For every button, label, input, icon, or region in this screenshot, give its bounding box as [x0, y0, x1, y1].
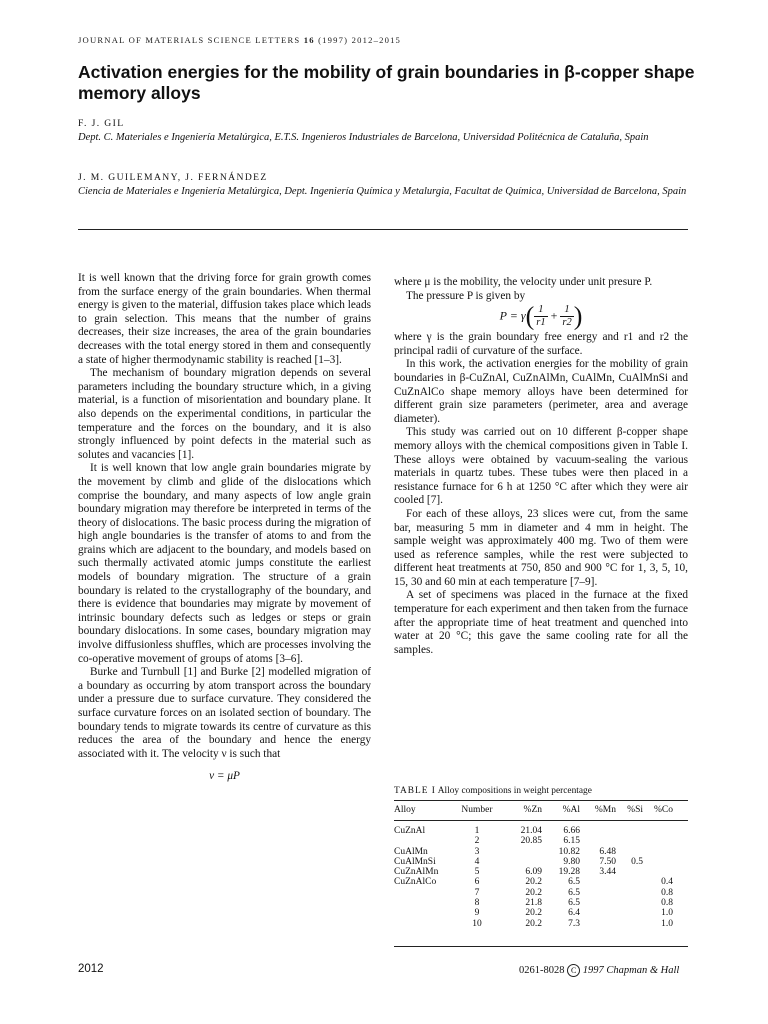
- table-cell: 9.80: [563, 856, 580, 867]
- table-row: [394, 908, 673, 918]
- table-cell: [616, 867, 643, 877]
- table-cell: 3.44: [599, 867, 616, 878]
- table-row: [394, 836, 673, 846]
- table-cell: [580, 836, 616, 846]
- table-cell: [643, 836, 673, 846]
- table-label: TABLE I: [394, 786, 436, 796]
- table-cell: 21.8: [525, 898, 542, 909]
- affiliation-2: Ciencia de Materiales e Ingeniería Metalúrgica, Dept. Ingeniería Química y Metalurgia, Facultat de Química, Universidad de Barcelona, Spain: [78, 186, 687, 197]
- table-bottom-rule: [394, 946, 688, 947]
- table-cell: 0.4: [661, 877, 673, 888]
- table-cell: 4: [474, 856, 480, 867]
- table-cell: 6.09: [525, 867, 542, 878]
- journal-year-pages: (1997) 2012–2015: [318, 35, 402, 45]
- table-cell: 21.04: [520, 826, 542, 836]
- table-cell: 6: [474, 877, 480, 888]
- table-cell: 20.2: [525, 877, 542, 888]
- affiliation-1: Dept. C. Materiales e Ingeniería Metalúrgica, E.T.S. Ingenieros Industriales de Barcelona, Universidad Politécnica de Cataluña, Spain: [78, 132, 649, 143]
- table-cell: [616, 898, 643, 908]
- table-cell: 6.4: [568, 908, 580, 919]
- table-cell: 1.0: [661, 918, 673, 929]
- table-cell: CuZnAl: [394, 826, 426, 836]
- table-cell: [643, 826, 673, 836]
- equation-pressure: [394, 301, 688, 331]
- table-cell: [394, 898, 452, 908]
- table-cell: [616, 888, 643, 898]
- left-column: [78, 272, 371, 784]
- table-row: [394, 867, 673, 877]
- fraction-numerator: 1: [560, 304, 573, 317]
- table-row: [394, 888, 673, 898]
- table-row: [394, 898, 673, 908]
- table-cell: 6.15: [563, 836, 580, 847]
- equation-velocity: ν = μP: [209, 770, 240, 783]
- table-cell: [616, 919, 643, 929]
- table-cell: [616, 877, 643, 887]
- table-cell: 3: [474, 846, 480, 857]
- table-cell: 10: [472, 918, 482, 929]
- table-cell: [616, 847, 643, 857]
- table-cell: [502, 857, 542, 867]
- paragraph: The pressure P is given by: [406, 289, 526, 302]
- table-cell: [394, 836, 452, 846]
- table-cell: [616, 826, 643, 836]
- table-header-cell: %Al: [562, 805, 580, 815]
- paragraph: For each of these alloys, 23 slices were cut, from the same bar, measuring 5 mm in diameter and 4 mm in height. The sample weight was approximately 400 mg. Two of them were used as reference samples, while the rest were subjected to different heat treatments at 750, 850 and 900 °C for 1, 3, 5, 10, 15, 30 and 60 min at each temperature [7–9].: [394, 507, 688, 588]
- paragraph: A set of specimens was placed in the furnace at the fixed temperature for each experiment and then taken from the furnace after the appropriate time of heat treatment and quenched into water at 20 °C; this gave the same cooling rate for all the samples.: [394, 589, 688, 656]
- table-cell: 6.5: [568, 877, 580, 888]
- table-cell: CuZnAlCo: [394, 877, 437, 888]
- table-header: [394, 805, 673, 815]
- table-header-cell: %Co: [654, 805, 673, 815]
- table-cell: 7: [474, 887, 480, 898]
- table-cell: 20.2: [525, 908, 542, 919]
- copyright-symbol: C: [567, 964, 580, 977]
- left-paren-icon: (: [525, 301, 535, 331]
- table-cell: [580, 888, 616, 898]
- journal-volume: 16: [303, 35, 315, 45]
- paragraph: It is well known that the driving force for grain growth comes from the surface energy of the grain boundaries. When thermal energy is given to the material, diffusion takes place which leads to grain selection. This means that the number of grains decreases, their size increases, the area of the grain boundaries decreases with the total energy stored in them and consequently a state of higher thermodynamic stability is reached [1–3].: [78, 272, 371, 366]
- article-title: Activation energies for the mobility of grain boundaries in β-copper shape memory alloys: [78, 62, 695, 103]
- table-cell: 19.28: [558, 867, 580, 878]
- table-cell: [580, 919, 616, 929]
- table-row: [394, 847, 673, 857]
- copyright-text: 1997 Chapman & Hall: [582, 965, 680, 976]
- paragraph: The mechanism of boundary migration depends on several parameters including the boundary structure which, in a giving material, is a function of misorientation and boundary plane. It also depends on the experimental conditions, in particular the temperature and the forces on the boundary, and it is also strongly influenced by point defects in the material such as solutes and vacancies [1].: [78, 367, 371, 461]
- table-cell: 20.2: [525, 887, 542, 898]
- table-cell: CuZnAlMn: [394, 867, 439, 878]
- table-cell: [580, 898, 616, 908]
- table-header-cell: %Si: [627, 805, 643, 815]
- table-cell: 9: [474, 908, 480, 919]
- fraction-numerator: 1: [534, 304, 547, 317]
- table-cell: CuAlMn: [394, 846, 428, 857]
- table-cell: [394, 908, 452, 918]
- header-rule: [78, 229, 688, 230]
- table-cell: 7.3: [568, 918, 580, 929]
- table-body-wrap: [394, 826, 673, 929]
- footer-copyright: [519, 964, 679, 977]
- journal-name: JOURNAL OF MATERIALS SCIENCE LETTERS: [78, 35, 301, 45]
- table-cell: [394, 888, 452, 898]
- table-header-cell: Number: [461, 805, 493, 815]
- table-cell: 6.5: [568, 887, 580, 898]
- journal-header: [78, 35, 401, 45]
- paragraph: It is well known that low angle grain boundaries migrate by the movement by climb and glide of the dislocations which comprise the boundary, and many aspects of low angle grain boundary migration may therefore be interpreted in terms of the theory of dislocations. The basic process during the migration of high angle boundaries is the transfer of atoms to and from the grains which are adjacent to the boundary, and models based on such thermally activated atomic jumps constitute the earliest models of boundary migration. The structure of a grain boundary is related to the crystallography of the boundary, and there is evidence that boundaries may migrate by movement of intrinsic boundary defects such as ledges or steps or grain boundary dislocations. In some cases, boundary migration may involve diffusionless shuffles, which are processes involving the co-operative movement of groups of atoms [3–6].: [78, 462, 371, 665]
- table-cell: 6.48: [599, 846, 616, 857]
- paragraph: In this work, the activation energies for the mobility of grain boundaries in β-CuZnAl, CuZnAlMn, CuAlMn, CuAlMnSi and CuZnAlCo shape memory alloys have been determined for different grain size parameters (perimeter, area and average diameter).: [394, 358, 688, 425]
- author-names-1: F. J. GIL: [78, 118, 125, 129]
- paragraph: where μ is the mobility, the velocity under unit presure P.: [394, 276, 653, 288]
- table-cell: 6.66: [563, 826, 580, 836]
- eq-lhs: P = γ: [499, 308, 526, 323]
- table-caption-text: Alloy compositions in weight percentage: [437, 786, 592, 796]
- table-header-wrap: [394, 805, 673, 815]
- plus-sign: +: [550, 308, 558, 323]
- paragraph: where γ is the grain boundary free energy and r1 and r2 the principal radii of curvature of the surface.: [394, 331, 688, 357]
- table-cell: [580, 908, 616, 918]
- table-header-cell: %Zn: [523, 805, 542, 815]
- table-cell: [616, 836, 643, 846]
- table-cell: CuAlMnSi: [394, 856, 436, 867]
- table-cell: 8: [474, 898, 480, 909]
- table-row: [394, 919, 673, 929]
- table-row: [394, 857, 673, 867]
- table-caption: [394, 786, 592, 796]
- fraction-2: [560, 304, 573, 329]
- right-column: [394, 276, 688, 657]
- fraction-1: [534, 304, 547, 329]
- table-cell: 0.5: [631, 856, 643, 867]
- table-row: [394, 877, 673, 887]
- table-cell: 20.2: [525, 918, 542, 929]
- page-number: 2012: [78, 963, 104, 975]
- table-cell: 7.50: [599, 856, 616, 867]
- table-header-cell: Alloy: [394, 805, 416, 815]
- table-cell: 1.0: [661, 908, 673, 919]
- table-cell: [580, 877, 616, 887]
- table-cell: [643, 857, 673, 867]
- table-cell: [643, 847, 673, 857]
- table-cell: 0.8: [661, 887, 673, 898]
- fraction-denominator: r2: [562, 317, 572, 329]
- table-header-rule: [394, 820, 688, 821]
- table-cell: 5: [474, 867, 480, 878]
- table-cell: 2: [474, 836, 480, 847]
- table-cell: 10.82: [558, 846, 580, 857]
- issn: 0261-8028: [519, 965, 565, 976]
- author-names-2: J. M. GUILEMANY, J. FERNÁNDEZ: [78, 172, 268, 183]
- table-cell: 6.5: [568, 898, 580, 909]
- table-cell: [643, 867, 673, 877]
- fraction-denominator: r1: [536, 317, 546, 329]
- table-header-cell: %Mn: [594, 805, 616, 815]
- table-cell: [394, 919, 452, 929]
- table-cell: [616, 908, 643, 918]
- table-top-rule: [394, 800, 688, 801]
- right-paren-icon: ): [573, 301, 583, 331]
- paragraph: Burke and Turnbull [1] and Burke [2] modelled migration of a boundary as occurring by atom transport across the boundary under a pressure due to surface curvature. They considered the surface curvature forces on an isolated section of boundary. The boundary tends to migrate towards its centre of curvature as this reduces the area of the boundary and hence the energy associated with it. The velocity ν is such that: [78, 666, 371, 760]
- table-cell: 20.85: [520, 836, 542, 847]
- table-row: [394, 826, 673, 836]
- table-cell: 1: [474, 826, 480, 836]
- table-cell: [580, 826, 616, 836]
- paragraph: This study was carried out on 10 different β-copper shape memory alloys with the chemical compositions given in Table I. These alloys were obtained by vacuum-sealing the various materials in quartz tubes. These tubes were then placed in a resistance furnace for 6 h at 1250 °C after which they were air cooled [7].: [394, 426, 688, 507]
- alloy-table: [394, 826, 673, 929]
- table-cell: 0.8: [661, 898, 673, 909]
- table-cell: [502, 847, 542, 857]
